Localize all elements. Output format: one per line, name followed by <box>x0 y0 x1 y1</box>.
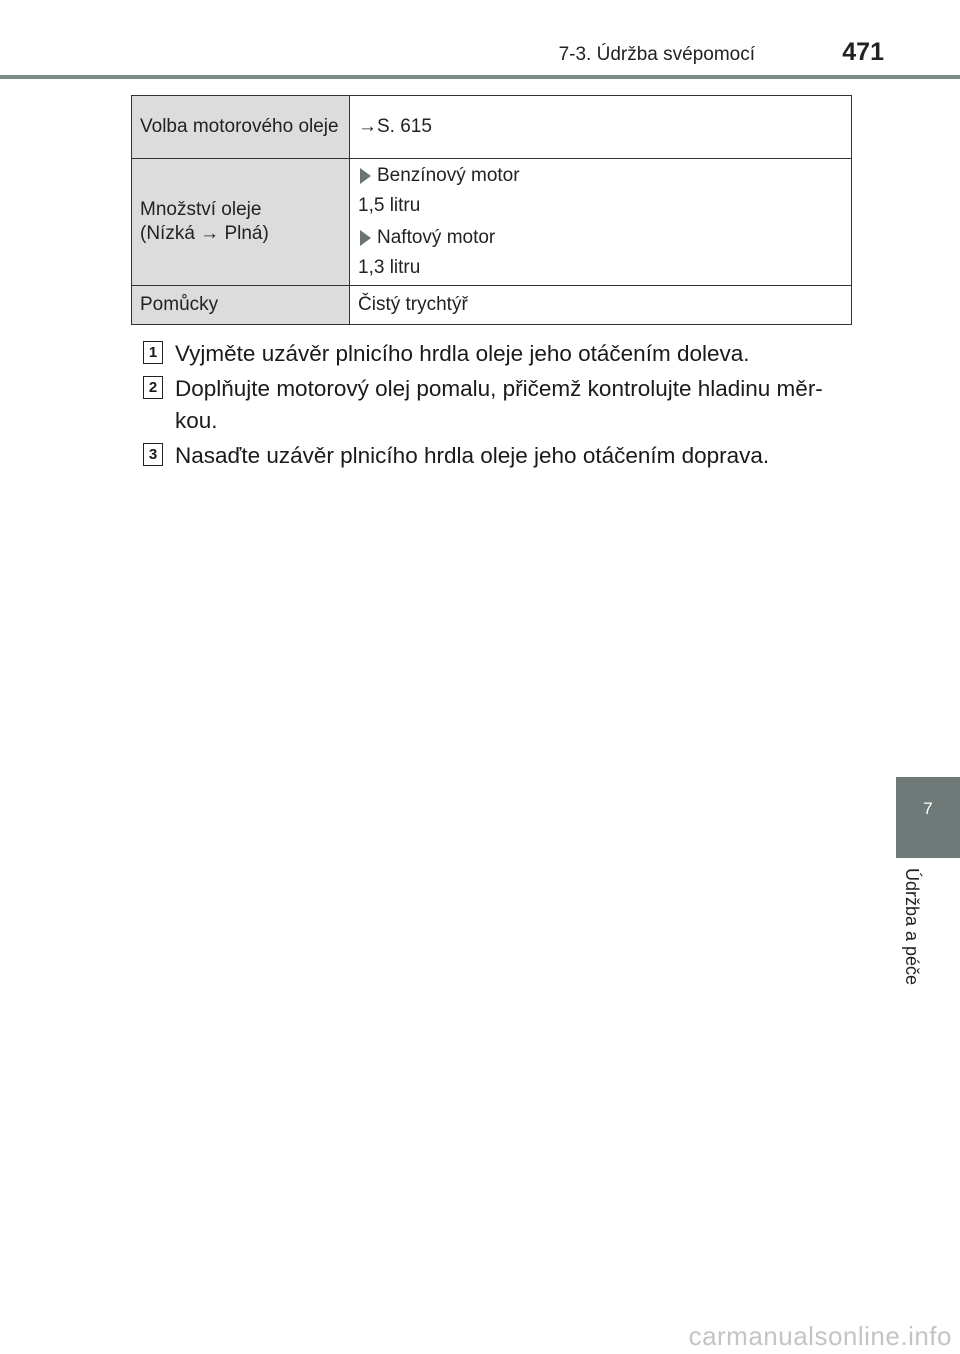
petrol-engine-amount: 1,5 litru <box>358 195 421 216</box>
section-title: 7-3. Údržba svépomocí <box>558 44 755 65</box>
oil-quantity-label <box>132 159 350 286</box>
chapter-number: 7 <box>923 799 933 818</box>
diesel-engine-heading <box>358 225 843 251</box>
table-row <box>132 96 852 159</box>
oil-type-reference: →S. 615 <box>358 116 432 137</box>
oil-quantity-label-text: Množství oleje (Nízká → Plná) <box>140 199 269 244</box>
table-row <box>132 286 852 325</box>
triangle-bullet-icon <box>360 230 371 246</box>
chapter-title: Údržba a péče <box>902 868 922 986</box>
step-number-badge: 2 <box>143 376 163 399</box>
triangle-bullet-icon <box>360 168 371 184</box>
diesel-engine-amount: 1,3 litru <box>358 257 421 278</box>
tools-value-text: Čistý trychtýř <box>358 294 468 315</box>
step-number-badge: 1 <box>143 341 163 364</box>
oil-quantity-value <box>350 159 852 286</box>
header-rule <box>0 75 960 79</box>
step-2 <box>143 373 843 437</box>
step-text: Nasaďte uzávěr plnicího hrdla oleje jeho otáčením doprava. <box>175 443 770 468</box>
oil-spec-table <box>131 95 852 325</box>
step-text: Vyjměte uzávěr plnicího hrdla oleje jeho otáčením doleva. <box>175 341 750 366</box>
oil-type-label <box>132 96 350 159</box>
step-number-badge: 3 <box>143 443 163 466</box>
chapter-tab <box>896 777 960 858</box>
tools-label-text: Pomůcky <box>140 294 219 315</box>
page-number: 471 <box>842 38 884 66</box>
table-row <box>132 159 852 286</box>
step-text: Doplňujte motorový olej pomalu, přičemž kontrolujte hladinu měr-kou. <box>175 376 823 433</box>
petrol-engine-heading <box>358 163 843 189</box>
step-1 <box>143 338 843 372</box>
diesel-engine-label: Naftový motor <box>377 227 496 248</box>
oil-type-label-text: Volba motorového oleje <box>140 116 339 137</box>
watermark: carmanualsonline.info <box>688 1321 952 1351</box>
oil-type-value <box>350 96 852 159</box>
petrol-engine-label: Benzínový motor <box>377 165 520 186</box>
step-3 <box>143 440 843 474</box>
tools-label <box>132 286 350 325</box>
tools-value <box>350 286 852 325</box>
